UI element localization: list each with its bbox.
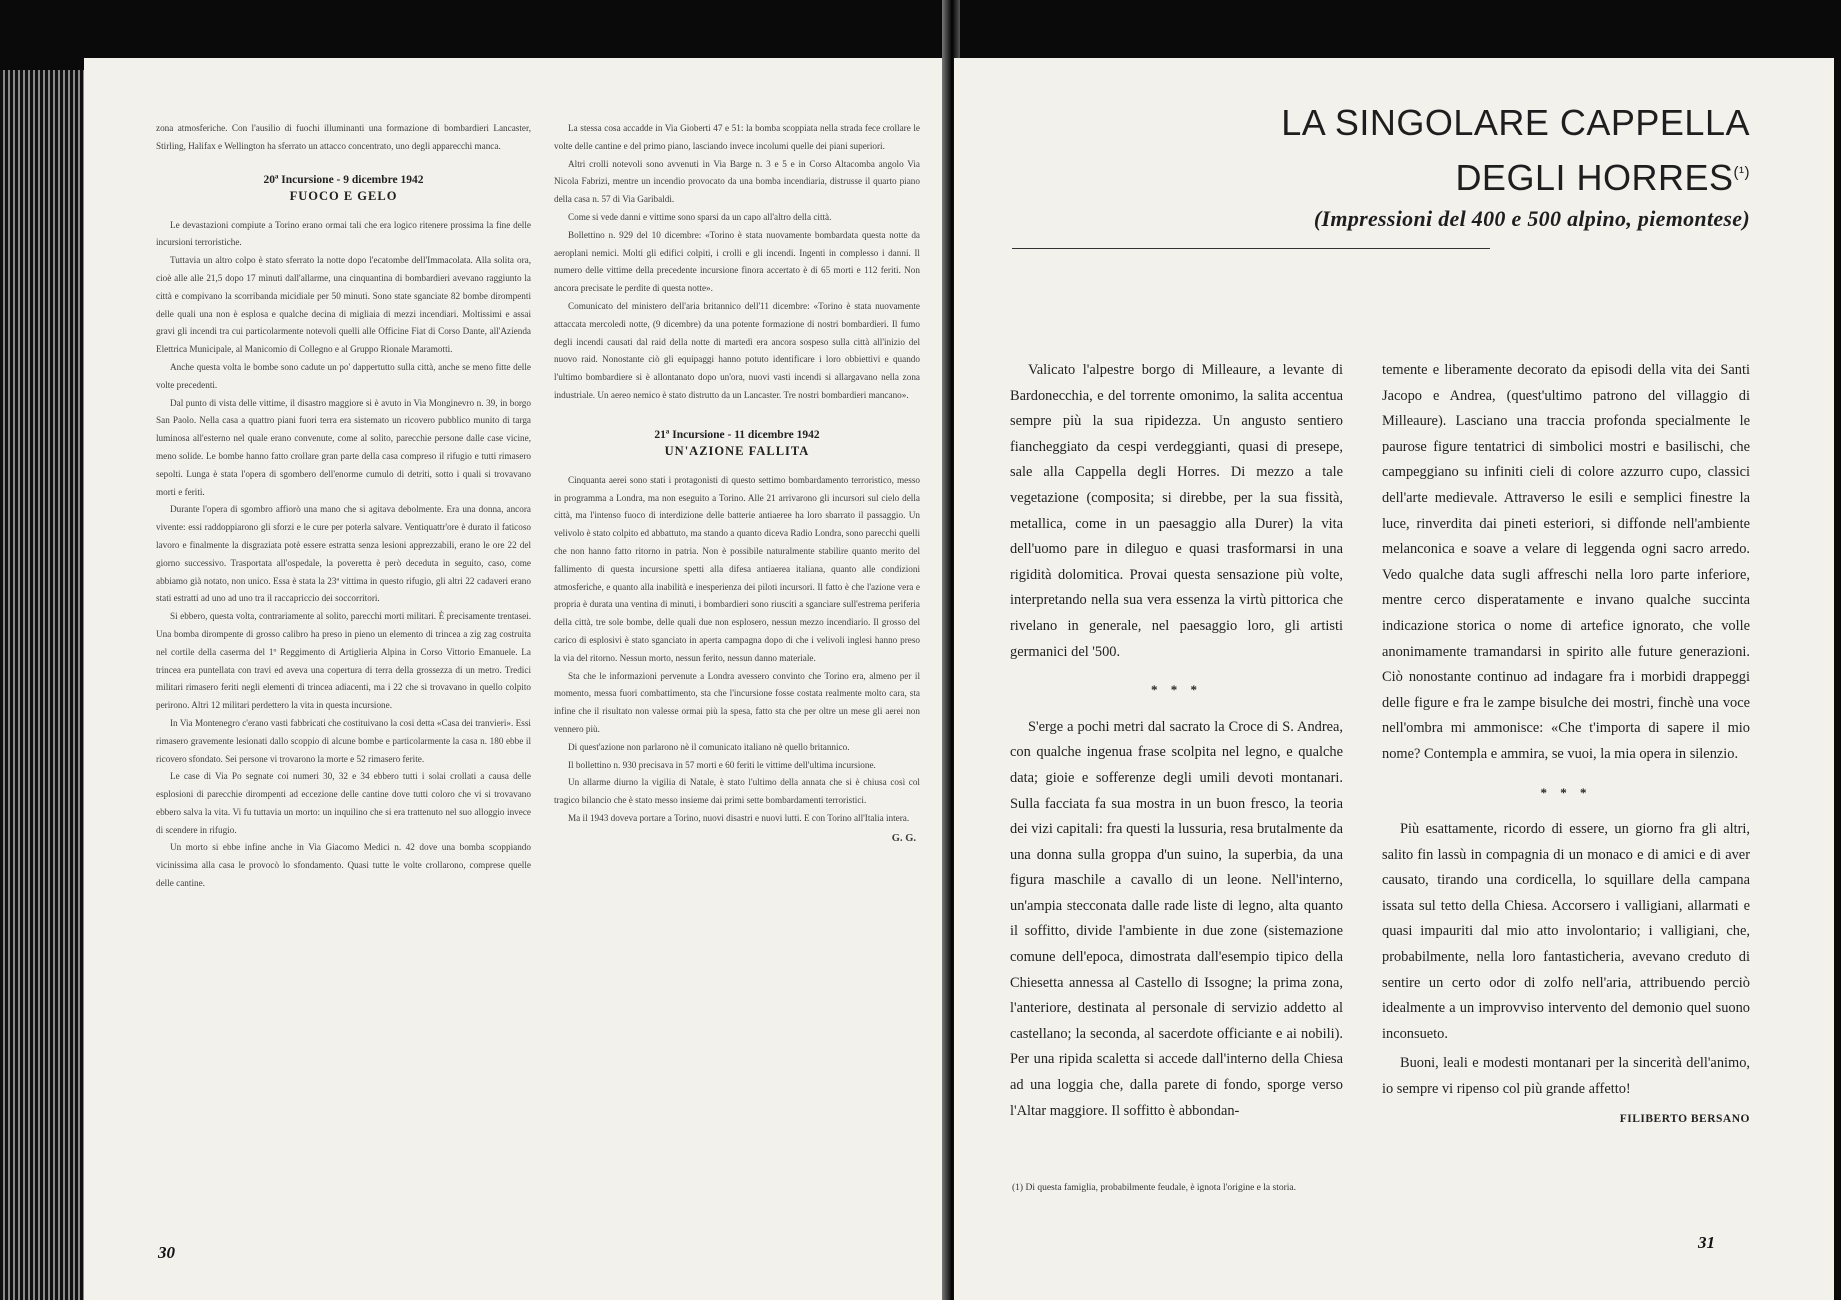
paragraph: Tuttavia un altro colpo è stato sferrato la notte dopo l'ecatombe dell'Immacolata. Alla solita ora, cioè alle alle 21,5 dopo 17 minuti dall'allarme, una cinquantina di bombardieri avevano raggiunto la città e compivano la scorribanda micidiale per 50 minuti. Sono state sganciate 82 bombe dirompenti delle quali una non è esplosa e qualche decina di migliaia di mezzi incendiari. Moltissimi e assai gravi gli incendi tra cui particolarmente notevoli quelli alle Officine Fiat di Corso Dante, all'Azienda Elettrica Municipale, al Manicomio di Collegno e al Gruppo Rionale Maramotti. xyxy=(156,255,531,355)
paragraph: Le case di Via Po segnate coi numeri 30, 32 e 34 ebbero tutti i solai crollati a causa delle esplosioni di parecchie dirompenti ad eccezione delle cantine dove tutti coloro che vi si trovavano ebbero salva la vita. Vi fu tuttavia un morto: un inquilino che si era trattenuto nel suo alloggio invece di scendere in rifugio. xyxy=(156,771,531,835)
right-column-2 xyxy=(1382,358,1750,1132)
section-title: FUOCO E GELO xyxy=(289,188,398,203)
paragraph: Ma il 1943 doveva portare a Torino, nuovi disastri e nuovi lutti. E con Torino all'Italia intera. xyxy=(568,812,910,823)
paragraph: In Via Montenegro c'erano vasti fabbricati che costituivano la cosi detta «Casa dei tranvieri». Essi rimasero gravemente lesionati dallo scoppio di alcune bombe e particolarmente la casa n. 180 ebbe il ricovero sfondato. Sei persone vi trovarono la morte e 52 rimasero ferite. xyxy=(156,717,531,764)
paragraph: Come si vede danni e vittime sono sparsi da un capo all'altro della città. xyxy=(568,211,832,222)
section-separator: * * * xyxy=(1540,784,1592,800)
paragraph: Buoni, leali e modesti montanari per la sincerità dell'animo, io sempre vi ripenso col più grande affetto! xyxy=(1382,1055,1750,1098)
left-column-2 xyxy=(554,120,920,847)
paragraph: Altri crolli notevoli sono avvenuti in Via Barge n. 3 e 5 e in Corso Altacomba angolo Via Nicola Fabrizi, mentre un incendio provocato da una bomba incendiaria, distrusse il quarto piano della casa n. 57 di Via Garibaldi. xyxy=(554,158,920,205)
paragraph: Le devastazioni compiute a Torino erano ormai tali che era logico ritenere prossima la fine delle incursioni terroristiche. xyxy=(156,219,531,248)
section-heading-20 xyxy=(156,172,531,205)
section-heading-21 xyxy=(554,427,920,460)
paragraph: Durante l'opera di sgombro affiorò una mano che si agitava debolmente. Era una donna, ancora vivente: essi raddoppiarono gli sforzi e le cure per poterla salvare. Ventiquattr'ore è durato il faticoso lavoro e finalmente la disgraziata potè essere estratta senza lesioni apprezzabili, erano le ore 22 del giorno successivo. Trasportata all'ospedale, la poveretta è però deceduta in seguito, caso, come abbiamo già notato, non unico. Essa è stata la 23ª vittima in questo rifugio, gli altri 22 cadaveri erano stati estratti ad uno ad uno tra il raccapriccio dei soccorritori. xyxy=(156,504,531,604)
page-number-left: 30 xyxy=(158,1243,175,1262)
paragraph: Si ebbero, questa volta, contrariamente al solito, parecchi morti militari. È precisamente trentasei. Una bomba dirompente di grosso calibro ha preso in pieno un elemento di trincea a zig zag costruita nel cortile della caserma del 1º Reggimento di Artiglieria Alpina in Corso Vittorio Emanuele. La trincea era puntellata con travi ed aveva una copertura di terra della grossezza di un metro. Tredici militari rimasero feriti negli elementi di trincea adiacenti, ma i 22 che si trovavano in quello colpito perirono. Altri 12 militari perdettero la vita in questa incursione. xyxy=(156,611,531,711)
paragraph: Valicato l'alpestre borgo di Milleaure, a levante di Bardonecchia, e del torrente omonimo, la salita accentua sempre più la sua ripidezza. Un angusto sentiero fiancheggiato da cespi verdeggianti, quasi di presepe, sale alla Cappella degli Horres. Di mezzo a tale vegetazione (composita; si direbbe, per la sua fissità, metallica, come in un paesaggio alla Durer) la vita dell'uomo pare in dileguo e quasi trasformarsi in una rigidità dolomitica. Provai questa sensazione più volte, interpretando nella sua vera essenza la virtù pittorica che rivelano in generale, nel paesaggio loro, gli artisti germanici del '500. xyxy=(1010,362,1343,660)
article-subtitle: (Impressioni del 400 e 500 alpino, piemontese) xyxy=(1313,206,1750,231)
left-column-1-body xyxy=(156,217,531,893)
section-heading-line: 21ª Incursione - 11 dicembre 1942 xyxy=(654,428,820,441)
paragraph: Un morto si ebbe infine anche in Via Giacomo Medici n. 42 dove una bomba scoppiando vicinissima alla casa le provocò lo sfondamento. Quasi tutte le volte crollarono, comprese quelle delle cantine. xyxy=(156,842,531,889)
left-column-2-body-a xyxy=(554,120,920,405)
author-signature: FILIBERTO BERSANO xyxy=(1619,1112,1750,1125)
page-number-right: 31 xyxy=(1698,1233,1715,1252)
right-column-1 xyxy=(1010,358,1343,1124)
book-page-edges xyxy=(0,70,90,1300)
title-line-2: DEGLI HORRES xyxy=(1455,157,1734,198)
paragraph: Cinquanta aerei sono stati i protagonisti di questo settimo bombardamento terroristico, messo in programma a Londra, ma non eseguito a Torino. Alle 21 arrivarono gli incursori sul cielo della città, ma l'intenso fuoco di interdizione delle batterie antiaeree ha loro sbarrato il passaggio. Un velivolo è stato colpito ed abbattuto, ma stando a quanto diceva Radio Londra, sono parecchi quelli che non hanno fatto ritorno in patria. Non è possibile naturalmente stabilire quanto merito del fallimento di questa incursione spetti alla difesa antiaerea italiana, quanto alle condizioni atmosferiche, e quanto alla inabilità e inesperienza dei piloti incursori. Il fatto è che l'azione vera e propria è durata una ventina di minuti, i bombardieri sono riusciti a sganciare sull'estrema periferia della città, tre sole bombe, delle quali due non esplosero, nessun mezzo incendiario. Il grosso del carico di esplosivi è stato sganciato in aperta campagna dopo di che i velivoli inglesi hanno preso la via del ritorno. Nessun morto, nessun ferito, nessun danno materiale. xyxy=(554,474,920,663)
paragraph: Più esattamente, ricordo di essere, un giorno fra gli altri, salito fin lassù in compagnia di un monaco e di amici e di aver causato, tirando una cordicella, lo squillare della campana issata sul tetto della Chiesa. Accorsero i valligiani, allarmati e quasi impauriti dal mio atto involontario; i valligiani, che, probabilmente, nella loro fantasticheria, avevano creduto di sentire un certo odor di zolfo nell'aria, attribuendo perciò idealmente a un improvviso intervento del demonio quel suono inconsueto. xyxy=(1382,821,1750,1042)
paragraph: Comunicato del ministero dell'aria britannico dell'11 dicembre: «Torino è stata nuovamente attaccata mercoledì notte, (9 dicembre) da una potente formazione di nostri bombardieri. Il fumo degli incendi causati dal raid della notte di martedì era ancora sospeso sulla città all'inizio del nuovo raid. Nonostante ciò gli equipaggi hanno potuto identificare i loro obbiettivi e quando l'ultimo bombardiere si è allontanato dopo un'ora, nuovi vasti incendi si allargavano nella zona industriale. Un aereo nemico è stato distrutto da un Lancaster. Tre nostri bombardieri mancano». xyxy=(554,300,920,400)
paragraph: La stessa cosa accadde in Via Gioberti 47 e 51: la bomba scoppiata nella strada fece crollare le volte delle cantine e del primo piano, lasciando invece incolumi quelle dei piani superiori. xyxy=(554,123,920,151)
left-column-2-body-b xyxy=(554,472,920,828)
article-title xyxy=(1281,98,1750,203)
paragraph: temente e liberamente decorato da episodi della vita dei Santi Jacopo e Andrea, (quest'ultimo patrono del villaggio di Milleaure). Lasciano una traccia profonda specialmente le paurose figure tentatrici di simbolici mostri e basilischi, che campeggiano su infiniti cieli di colore azzurro cupo, classici dell'arte medievale. Attraverso le esili e semplici finestre la luce, rinverdita dai pineti esteriori, si diffonde nell'ambiente melanconica e soave a velare di leggenda ogni sacro arredo. Vedo qualche data sugli affreschi nella loro parte inferiore, mentre cerco disperatamente e invano qualche succinta indicazione storica o nome di artefice ignorato, che volle anonimamente tramandarsi in spirito alle future generazioni. Ciò nonostante continuo ad indagare fra i morbidi drappeggi delle figure e fra le zampe bisulche dei mostri, finchè una voce nell'ombra mi ammonisce: «Che t'importa di sapere il mio nome? Contempla e ammira, se vuoi, la mia opera in silenzio. xyxy=(1382,362,1750,762)
left-column-1 xyxy=(156,120,531,893)
intro-paragraph: zona atmosferiche. Con l'ausilio di fuochi illuminanti una formazione di bombardieri Lancaster, Stirling, Halifax e Wellington ha sferrato un attacco concentrato, uno degli apparecchi manca. xyxy=(156,123,531,151)
paragraph: Il bollettino n. 930 precisava in 57 morti e 60 feriti le vittime dell'ultima incursione. xyxy=(568,759,876,770)
paragraph: Un allarme diurno la vigilia di Natale, è stato l'ultimo della annata che si è chiusa così col tragico bilancio che è stato messo insieme dai primi sette bombardamenti terroristici. xyxy=(554,777,920,806)
paragraph: Anche questa volta le bombe sono cadute un po' dappertutto sulla città, anche se meno fitte delle volte precedenti. xyxy=(156,361,531,390)
title-footnote-marker: (¹) xyxy=(1733,164,1750,181)
title-line-1: LA SINGOLARE CAPPELLA xyxy=(1281,102,1750,143)
paragraph: Bollettino n. 929 del 10 dicembre: «Torino è stata nuovamente bombardata questa notte da aeroplani nemici. Molti gli edifici colpiti, i crolli e gli incendi. Ingenti in complesso i danni. Il numero delle vittime della precedente incursione finora accertato è di 65 morti e 112 feriti. Non ancora precisate le perdite di questa notte». xyxy=(554,229,920,294)
article-signature: G. G. xyxy=(891,832,916,844)
section-title: UN'AZIONE FALLITA xyxy=(664,443,810,458)
paragraph: S'erge a pochi metri dal sacrato la Croce di S. Andrea, con qualche ingenua frase scolpita nel legno, e qualche data; gioie e sofferenze degli umili devoti montanari. Sulla facciata fa sua mostra in un buon fresco, la teoria dei vizi capitali: fra questi la lussuria, resa brutalmente da una donna sulla groppa d'un suino, la superbia, da una figura maschile a cavallo di un leone. Nell'interno, un'ampia stecconata dalle rade liste di legno, alta quanto il soffitto, divide l'ambiente in due zone (sistemazione comune dell'epoca, dimostrata dall'esempio tipico della Chiesetta annessa al Castello di Issogne; la prima zona, l'anteriore, destinata al personale di servizio addetto al castellano; la seconda, al sacerdote officiante e ai nobili). Per una ripida scaletta si accede dall'interno della Chiesa ad una loggia che, dalla parete di fondo, sporge verso l'Altar maggiore. Il soffitto è abbondan- xyxy=(1010,718,1343,1119)
paragraph: Dal punto di vista delle vittime, il disastro maggiore si è avuto in Via Monginevro n. 39, in borgo San Paolo. Nella casa a quattro piani fuori terra era sistemato un ricovero pubblico munito di targa luminosa all'esterno nel quale erano convenute, come al solito, parecchie persone dalle case vicine, meno solide. Le bombe hanno fatto crollare gran parte della casa compreso il rifugio e tutti rimasero sepolti. Lunga è stata l'opera di sgombero dell'enorme cumulo di detriti, sotto i quali si trovavano morti e feriti. xyxy=(156,397,531,497)
left-page xyxy=(84,58,950,1300)
paragraph: Sta che le informazioni pervenute a Londra avessero convinto che Torino era, almeno per il momento, messa fuori combattimento, sta che l'incursione fosse costata realmente molto cara, sta infine che il risultato non valesse ormai più la spesa, fatto sta che per oltre un mese gli aerei non vennero più. xyxy=(554,670,920,734)
paragraph: Di quest'azione non parlarono nè il comunicato italiano nè quello britannico. xyxy=(568,741,850,752)
title-divider xyxy=(1012,248,1490,249)
right-page xyxy=(954,58,1834,1300)
section-separator: * * * xyxy=(1151,682,1202,698)
section-heading-line: 20ª Incursione - 9 dicembre 1942 xyxy=(263,173,424,186)
footnote: (1) Di questa famiglia, probabilmente feudale, è ignota l'origine e la storia. xyxy=(1012,1183,1296,1193)
